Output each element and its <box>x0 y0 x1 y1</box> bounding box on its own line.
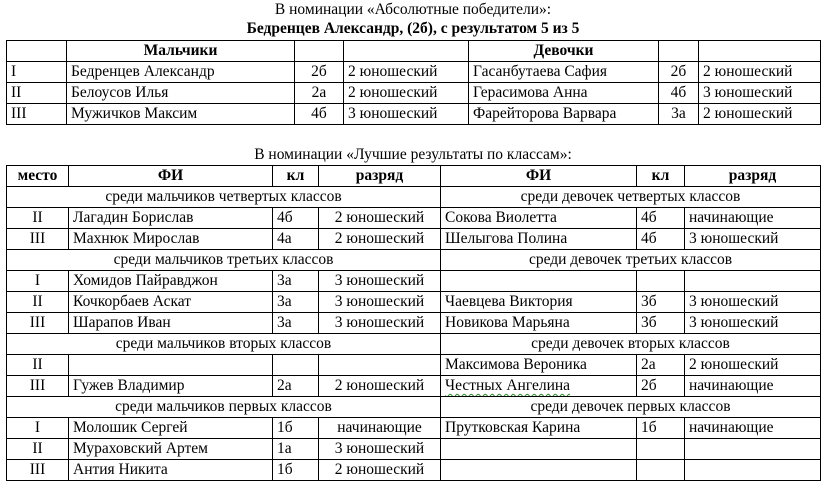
boy-class-cell: 3а <box>273 313 319 334</box>
place-cell: III <box>7 104 67 125</box>
boy-name-cell: Мужичков Максим <box>67 104 295 125</box>
header-rank-girls: разряд <box>685 166 821 187</box>
boy-rank-cell: 3 юношеский <box>319 439 441 460</box>
girl-rank-cell: начинающие <box>685 418 821 439</box>
header-place: место <box>7 166 69 187</box>
place-cell: II <box>7 355 69 376</box>
table-row <box>7 229 821 250</box>
boy-class-cell: 4а <box>273 229 319 250</box>
boy-name-cell: Бедренцев Александр <box>67 62 295 83</box>
boy-name-cell: Молошик Сергей <box>69 418 273 439</box>
section-title-row <box>7 187 821 208</box>
boy-class-cell: 2б <box>295 62 344 83</box>
boy-class-cell: 1а <box>273 439 319 460</box>
section-title-row <box>7 334 821 355</box>
girl-rank-cell: 3 юношеский <box>685 313 821 334</box>
section-title-boys: среди мальчиков третьих классов <box>7 250 441 271</box>
girl-rank-cell: начинающие <box>685 376 821 397</box>
boy-class-cell: 2а <box>273 376 319 397</box>
girl-rank-cell <box>685 271 821 292</box>
table-row <box>7 292 821 313</box>
girl-rank-cell: 2 юношеский <box>685 355 821 376</box>
header-name-girls: ФИ <box>441 166 637 187</box>
by-class-header-row <box>7 166 821 187</box>
boy-rank-cell: 2 юношеский <box>319 460 441 481</box>
table-row <box>7 376 821 397</box>
header-empty-place <box>7 41 67 62</box>
girl-class-cell: 3а <box>659 104 699 125</box>
place-cell: III <box>7 229 69 250</box>
absolute-header-row <box>7 41 821 62</box>
boy-rank-cell: 3 юношеский <box>319 271 441 292</box>
girl-rank-cell <box>685 460 821 481</box>
girl-class-cell <box>637 460 685 481</box>
header-girls: Девочки <box>469 41 659 62</box>
boy-rank-cell: 3 юношеский <box>344 104 469 125</box>
table-row <box>7 104 821 125</box>
boy-name-cell <box>69 355 273 376</box>
section-title-boys: среди мальчиков вторых классов <box>7 334 441 355</box>
place-cell: II <box>7 292 69 313</box>
place-cell: III <box>7 313 69 334</box>
girl-class-cell: 4б <box>637 229 685 250</box>
girl-rank-cell: начинающие <box>685 208 821 229</box>
girl-rank-cell: 2 юношеский <box>699 62 821 83</box>
girl-class-cell: 2б <box>637 376 685 397</box>
girl-rank-cell: 3 юношеский <box>685 229 821 250</box>
girl-class-cell <box>637 439 685 460</box>
section-title-girls: среди девочек третьих классов <box>441 250 821 271</box>
boy-name-cell: Антия Никита <box>69 460 273 481</box>
girl-class-cell: 4б <box>659 83 699 104</box>
girl-name-cell: Сокова Виолетта <box>441 208 637 229</box>
boy-class-cell: 3а <box>273 271 319 292</box>
header-class-boys: кл <box>273 166 319 187</box>
boy-name-cell: Белоусов Илья <box>67 83 295 104</box>
boy-rank-cell: 2 юношеский <box>319 376 441 397</box>
boy-rank-cell: 2 юношеский <box>319 229 441 250</box>
section-title-row <box>7 250 821 271</box>
boy-name-cell: Кочкорбаев Аскат <box>69 292 273 313</box>
girl-class-cell: 2б <box>659 62 699 83</box>
header-rank-boys: разряд <box>319 166 441 187</box>
girl-name-cell: Прутковская Карина <box>441 418 637 439</box>
section-title-row <box>7 397 821 418</box>
boy-name-cell: Хомидов Пайравджон <box>69 271 273 292</box>
girl-name-cell: Чаевцева Виктория <box>441 292 637 313</box>
place-cell: II <box>7 83 67 104</box>
header-class-girls: кл <box>637 166 685 187</box>
header-empty <box>699 41 821 62</box>
place-cell: I <box>7 418 69 439</box>
boy-rank-cell: 2 юношеский <box>319 208 441 229</box>
boy-rank-cell: 2 юношеский <box>344 83 469 104</box>
boy-class-cell: 4б <box>295 104 344 125</box>
girl-name-cell: Честных Ангелина <box>441 376 637 397</box>
header-empty <box>344 41 469 62</box>
girl-class-cell: 4б <box>637 208 685 229</box>
girl-rank-cell <box>685 439 821 460</box>
place-cell: II <box>7 439 69 460</box>
girl-class-cell <box>637 271 685 292</box>
boy-rank-cell: начинающие <box>319 418 441 439</box>
girl-name-cell: Фарейторова Варвара <box>469 104 659 125</box>
place-cell: II <box>7 208 69 229</box>
header-empty <box>295 41 344 62</box>
boy-class-cell: 3а <box>273 292 319 313</box>
boy-class-cell: 1б <box>273 460 319 481</box>
table-row <box>7 83 821 104</box>
girl-name-cell <box>441 460 637 481</box>
section-title-girls: среди девочек первых классов <box>441 397 821 418</box>
title-absolute-nomination: В номинации «Абсолютные победители»: <box>274 1 552 18</box>
title-class-nomination: В номинации «Лучшие результаты по классам»: <box>254 146 572 163</box>
table-row <box>7 418 821 439</box>
girl-class-cell: 3б <box>637 292 685 313</box>
girl-class-cell: 1б <box>637 418 685 439</box>
boy-class-cell <box>273 355 319 376</box>
boy-class-cell: 2а <box>295 83 344 104</box>
boy-class-cell: 1б <box>273 418 319 439</box>
girl-rank-cell: 2 юношеский <box>699 104 821 125</box>
table-row <box>7 271 821 292</box>
by-class-table <box>6 165 821 481</box>
place-cell: I <box>7 271 69 292</box>
title-absolute-winner: Бедренцев Александр, (2б), с результатом 5 из 5 <box>246 20 580 37</box>
place-cell: III <box>7 460 69 481</box>
section-title-girls: среди девочек вторых классов <box>441 334 821 355</box>
girl-name-cell <box>441 271 637 292</box>
place-cell: I <box>7 62 67 83</box>
table-row <box>7 355 821 376</box>
girl-class-cell: 3б <box>637 313 685 334</box>
section-title-boys: среди мальчиков первых классов <box>7 397 441 418</box>
header-boys: Мальчики <box>67 41 295 62</box>
girl-name-cell: Гасанбутаева Сафия <box>469 62 659 83</box>
section-title-girls: среди девочек четвертых классов <box>441 187 821 208</box>
header-name-boys: ФИ <box>69 166 273 187</box>
boy-name-cell: Шарапов Иван <box>69 313 273 334</box>
table-row <box>7 460 821 481</box>
place-cell: III <box>7 376 69 397</box>
boy-rank-cell: 2 юношеский <box>344 62 469 83</box>
boy-rank-cell <box>319 355 441 376</box>
girl-class-cell: 2а <box>637 355 685 376</box>
table-row <box>7 313 821 334</box>
header-empty <box>659 41 699 62</box>
boy-name-cell: Лагадин Борислав <box>69 208 273 229</box>
absolute-winners-table <box>6 40 821 125</box>
girl-name-cell: Новикова Марьяна <box>441 313 637 334</box>
girl-name-cell: Максимова Вероника <box>441 355 637 376</box>
girl-name-cell <box>441 439 637 460</box>
boy-name-cell: Мураховский Артем <box>69 439 273 460</box>
girl-rank-cell: 3 юношеский <box>685 292 821 313</box>
section-title-boys: среди мальчиков четвертых классов <box>7 187 441 208</box>
girl-name-cell: Шелыгова Полина <box>441 229 637 250</box>
girl-name-cell: Герасимова Анна <box>469 83 659 104</box>
boy-class-cell: 4б <box>273 208 319 229</box>
boy-rank-cell: 3 юношеский <box>319 292 441 313</box>
boy-name-cell: Гужев Владимир <box>69 376 273 397</box>
table-row <box>7 62 821 83</box>
table-row <box>7 439 821 460</box>
girl-rank-cell: 3 юношеский <box>699 83 821 104</box>
boy-rank-cell: 3 юношеский <box>319 313 441 334</box>
boy-name-cell: Махнюк Мирослав <box>69 229 273 250</box>
table-row <box>7 208 821 229</box>
